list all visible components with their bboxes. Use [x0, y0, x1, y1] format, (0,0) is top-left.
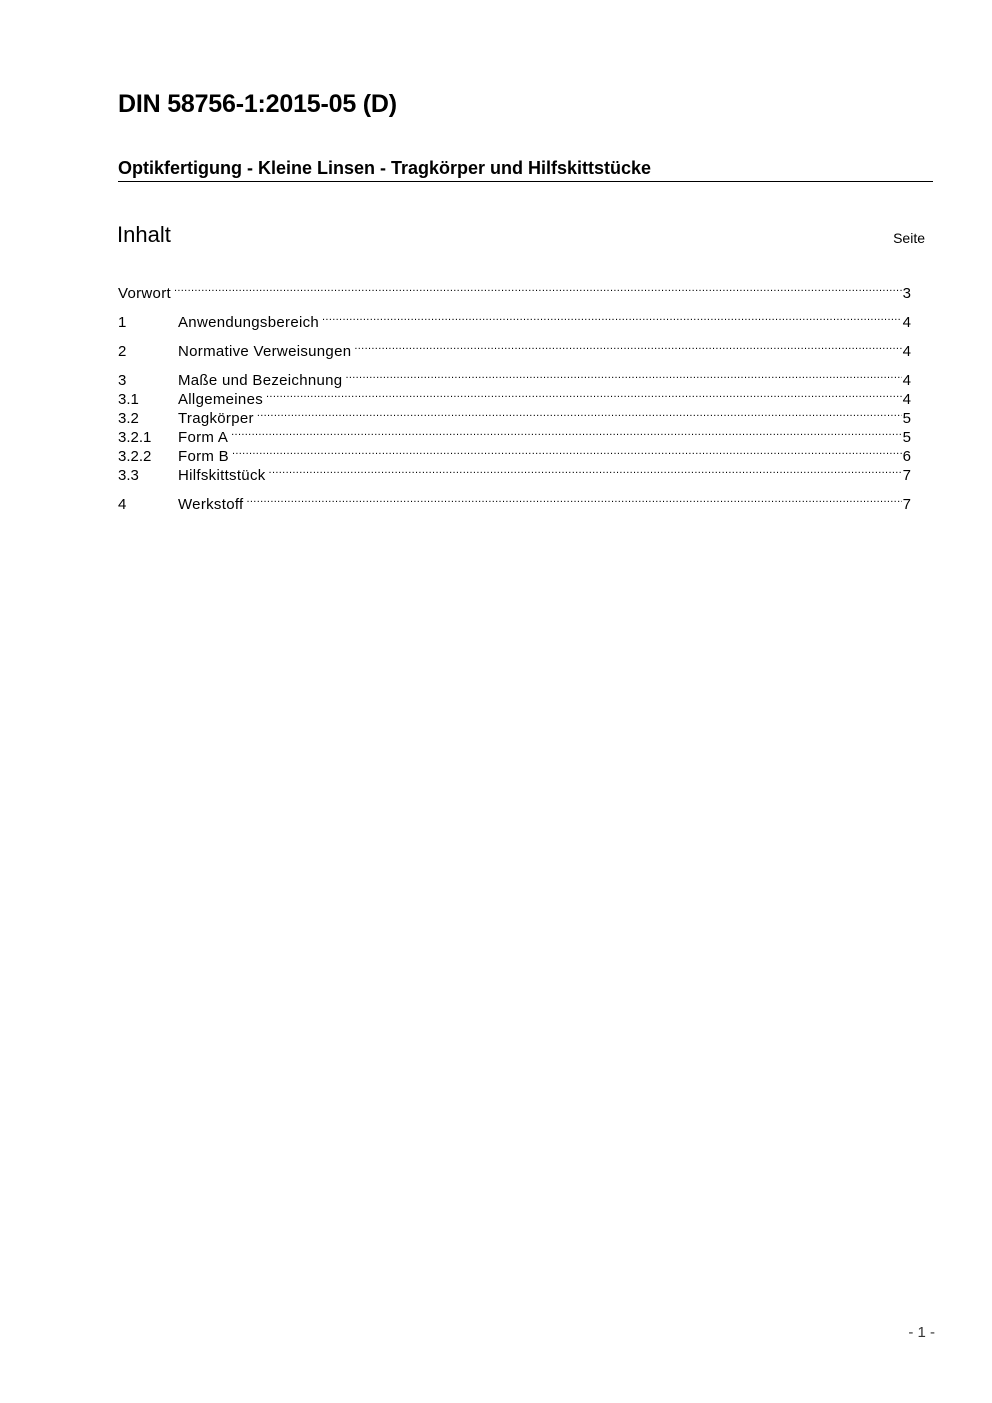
toc-heading: Inhalt — [117, 222, 171, 247]
toc-leader-dots — [322, 308, 902, 327]
toc-entry-title: Form A — [178, 429, 229, 446]
toc-entry-title: Allgemeines — [178, 391, 264, 408]
toc-leader-dots — [257, 404, 902, 423]
toc-leader-dots — [266, 385, 902, 404]
toc-entry-page: 4 — [902, 391, 911, 408]
toc-page-column-label: Seite — [893, 230, 925, 246]
toc-entry-page: 3 — [902, 285, 911, 302]
toc-entry-title: Maße und Bezeichnung — [178, 372, 343, 389]
toc-entry-form-b[interactable] — [118, 442, 911, 465]
toc-entry-title: Vorwort — [118, 285, 171, 302]
page-number: - 1 - — [908, 1324, 935, 1341]
toc-leader-dots — [269, 461, 902, 480]
toc-entry-page: 6 — [902, 448, 911, 465]
toc-leader-dots — [231, 423, 902, 442]
toc-entry-title: Werkstoff — [178, 496, 244, 513]
toc-entry-page: 7 — [902, 467, 911, 484]
toc-entry-anwendungsbereich[interactable] — [118, 308, 911, 331]
toc-leader-dots — [247, 490, 902, 509]
toc-entry-page: 4 — [902, 372, 911, 389]
toc-leader-dots — [354, 337, 901, 356]
document-subtitle: Optikfertigung - Kleine Linsen - Tragkörper und Hilfskittstücke — [118, 158, 933, 182]
toc-entry-number: 3.2.1 — [118, 429, 152, 446]
toc-entry-vorwort[interactable] — [118, 279, 911, 302]
document-title: DIN 58756-1:2015-05 (D) — [118, 90, 397, 118]
toc-entry-hilfskittstueck[interactable] — [118, 461, 911, 484]
toc-entry-title: Form B — [178, 448, 229, 465]
toc-entry-masse-und-bezeichnung[interactable] — [118, 366, 911, 389]
toc-entry-allgemeines[interactable] — [118, 385, 911, 408]
toc-entry-page: 5 — [902, 429, 911, 446]
toc-leader-dots — [345, 366, 901, 385]
toc-entry-number: 3.2 — [118, 410, 139, 427]
toc-entry-page: 4 — [902, 314, 911, 331]
toc-entry-number: 3 — [118, 372, 127, 389]
toc-leader-dots — [232, 442, 902, 461]
toc-entry-title: Normative Verweisungen — [178, 343, 352, 360]
toc-entry-page: 4 — [902, 343, 911, 360]
toc-entry-number: 3.1 — [118, 391, 139, 408]
toc-entry-form-a[interactable] — [118, 423, 911, 446]
toc-entry-number: 3.3 — [118, 467, 139, 484]
toc-entry-number: 4 — [118, 496, 127, 513]
toc-entry-number: 3.2.2 — [118, 448, 152, 465]
toc-entry-werkstoff[interactable] — [118, 490, 911, 513]
toc-entry-page: 5 — [902, 410, 911, 427]
toc-entry-tragkoerper[interactable] — [118, 404, 911, 427]
toc-entry-number: 1 — [118, 314, 127, 331]
toc-entry-number: 2 — [118, 343, 127, 360]
toc-leader-dots — [174, 279, 902, 298]
toc-entry-title: Tragkörper — [178, 410, 254, 427]
toc-entry-normative-verweisungen[interactable] — [118, 337, 911, 360]
toc-entry-title: Anwendungsbereich — [178, 314, 320, 331]
toc-entry-title: Hilfskittstück — [178, 467, 266, 484]
toc-entry-page: 7 — [902, 496, 911, 513]
